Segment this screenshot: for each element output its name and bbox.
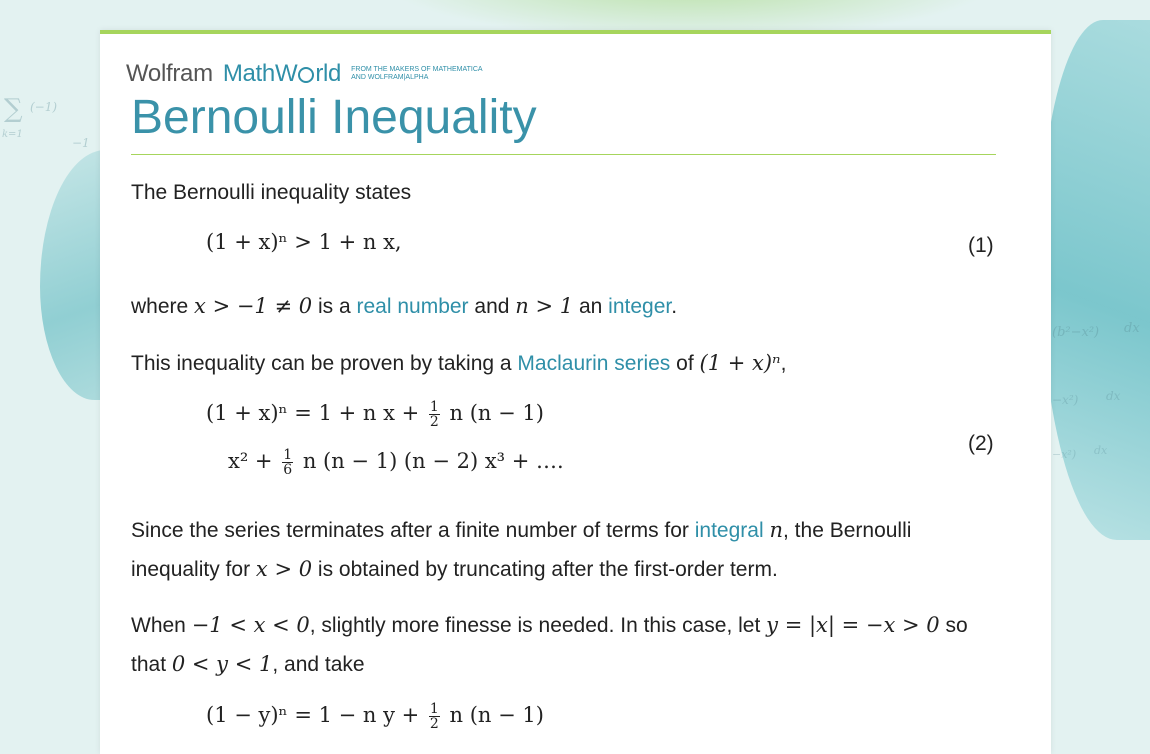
svg-text:−x²): −x²): [1052, 448, 1077, 461]
svg-text:dx: dx: [1106, 389, 1121, 403]
text: of: [676, 352, 694, 375]
logo-mathworld-part2: rld: [315, 60, 342, 87]
logo-tagline: [351, 66, 482, 82]
text: is obtained by truncating after the first-order term.: [317, 558, 778, 581]
paragraph-where: [131, 287, 991, 326]
logo-mathworld-part1: MathW: [222, 60, 298, 87]
svg-text:(−1): (−1): [30, 100, 58, 114]
math-inline: −1 < x < 0: [191, 613, 310, 637]
fraction-numerator: 1: [283, 447, 293, 463]
svg-text:(b²−x²): (b²−x²): [1052, 325, 1100, 340]
equation-text: x² +: [228, 449, 273, 473]
equation-1: (1 + x)ⁿ > 1 + n x,: [206, 230, 402, 254]
fraction-denominator: 2: [429, 414, 439, 430]
math-inline: x > −1 ≠ 0: [194, 294, 313, 318]
link-real-number[interactable]: real number: [356, 295, 469, 318]
paragraph-intro: The Bernoulli inequality states: [131, 181, 412, 204]
background-sum-decoration: [0, 85, 100, 155]
fraction-half: [429, 702, 440, 731]
text: and: [474, 295, 510, 318]
text: When: [131, 614, 186, 637]
mathworld-logo[interactable]: [126, 60, 483, 88]
text: This inequality can be proven by taking a: [131, 352, 512, 375]
equation-text: n (n − 1) (n − 2) x³ + ….: [302, 449, 564, 473]
text: Since the series terminates after a finite number of terms for: [131, 519, 689, 542]
equation-1-number: (1): [968, 234, 994, 257]
equation-3-line1: [206, 702, 544, 731]
text: so that: [131, 614, 968, 676]
fraction-half: [429, 400, 440, 429]
logo-tagline-line2: AND WOLFRAM|ALPHA: [351, 74, 429, 81]
text: where: [131, 295, 189, 318]
title-divider: [131, 154, 996, 155]
equation-text: n (n − 1): [449, 703, 544, 727]
equation-text: n (n − 1): [449, 401, 544, 425]
svg-text:k=1: k=1: [2, 129, 23, 140]
text: an: [578, 295, 603, 318]
math-inline: x > 0: [255, 557, 313, 581]
equation-text: (1 + x)ⁿ = 1 + n x +: [206, 401, 420, 425]
math-inline: n > 1: [515, 294, 574, 318]
math-inline: n: [769, 518, 784, 542]
background-integral-decoration: [1050, 280, 1150, 510]
math-inline: 0 < y < 1: [171, 652, 273, 676]
svg-text:dx: dx: [1094, 444, 1108, 457]
page-title: Bernoulli Inequality: [131, 91, 537, 144]
text: ,: [780, 352, 787, 375]
paragraph-negative-case: [131, 606, 991, 684]
article-card: [100, 30, 1051, 754]
text: , slightly more finesse is needed. In this case, let: [309, 614, 761, 637]
equation-text: (1 − y)ⁿ = 1 − n y +: [206, 703, 420, 727]
svg-text:−x²): −x²): [1052, 393, 1079, 407]
fraction-sixth: [282, 448, 293, 477]
link-maclaurin-series[interactable]: Maclaurin series: [517, 352, 671, 375]
math-inline: y = |x| = −x > 0: [766, 613, 940, 637]
logo-wolfram-text: Wolfram: [126, 60, 213, 87]
fraction-denominator: 2: [429, 716, 439, 732]
svg-text:−1: −1: [72, 136, 90, 150]
link-integer[interactable]: integer: [608, 295, 672, 318]
paragraph-proof: [131, 344, 991, 383]
globe-icon: [298, 67, 314, 83]
link-integral[interactable]: integral: [694, 519, 764, 542]
equation-2-line2: [228, 448, 564, 477]
text: , the Bernoulli inequality for: [131, 519, 912, 581]
paragraph-series-terminates: [131, 511, 991, 589]
text: is a: [317, 295, 351, 318]
logo-mathworld-text: [223, 60, 341, 88]
logo-tagline-line1: FROM THE MAKERS OF MATHEMATICA: [351, 66, 483, 73]
fraction-numerator: 1: [429, 701, 439, 717]
svg-text:dx: dx: [1124, 321, 1140, 336]
fraction-denominator: 6: [283, 462, 293, 478]
fraction-numerator: 1: [429, 399, 439, 415]
math-inline: (1 + x)ⁿ: [699, 351, 781, 375]
equation-2-line1: [206, 400, 544, 429]
equation-2-number: (2): [968, 432, 994, 455]
text: , and take: [272, 653, 365, 676]
svg-text:∑: ∑: [4, 94, 23, 124]
text: .: [671, 295, 678, 318]
